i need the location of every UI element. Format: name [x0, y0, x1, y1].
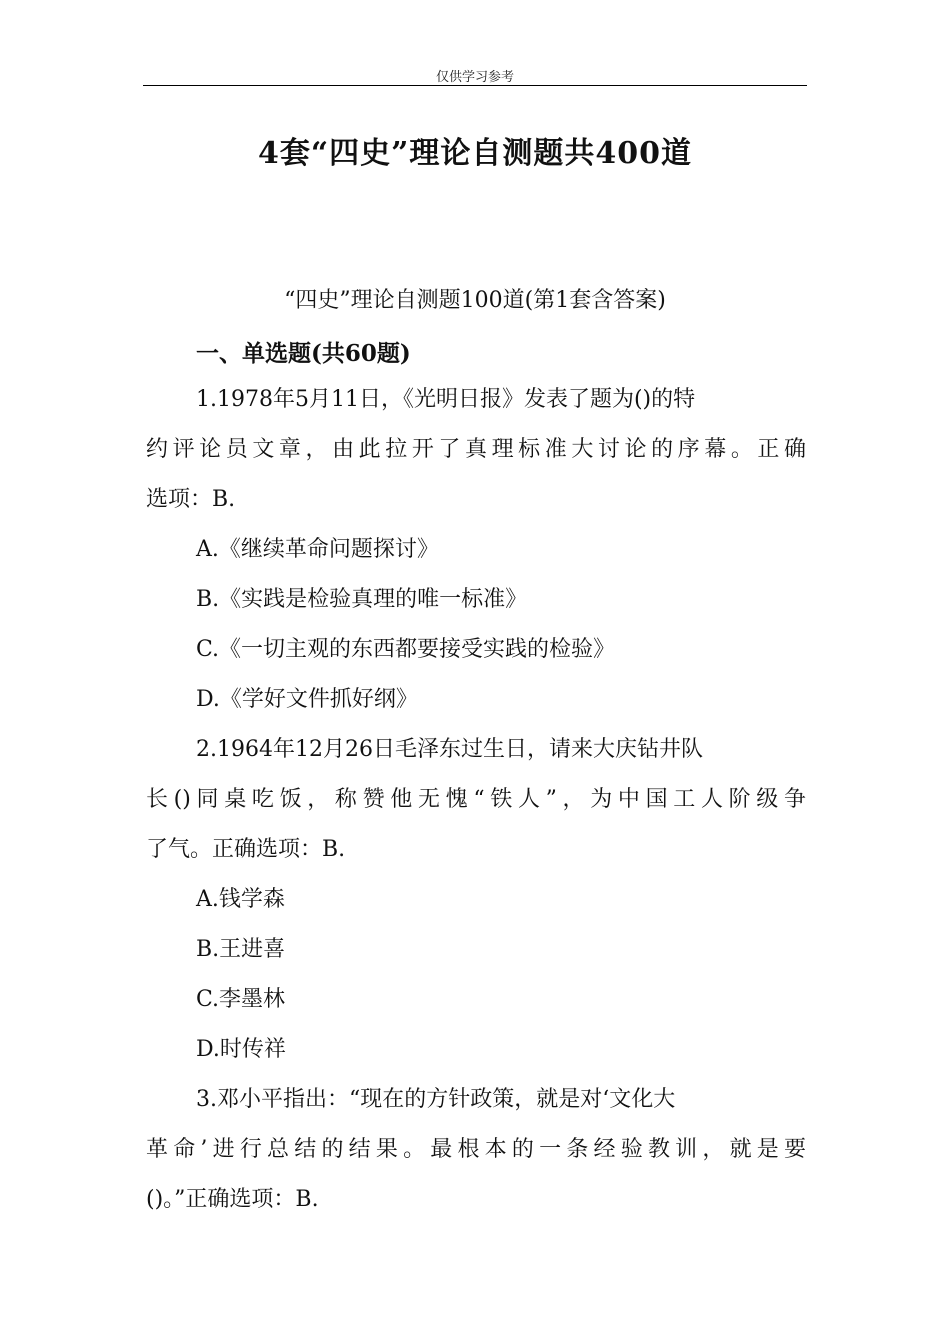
question-2-stem-line-1: 2.1964年12月26日毛泽东过生日，请来大庆钻井队: [196, 737, 703, 762]
question-1-stem-line-3: 选项：B.: [146, 487, 236, 512]
question-1-stem-line-1: 1.1978年5月11日，《光明日报》发表了题为()的特: [196, 387, 696, 412]
question-2-option-a: A.钱学森: [196, 887, 285, 912]
question-3-stem-line-2: 革命’进行总结的结果。最根本的一条经验教训，就是要: [146, 1137, 806, 1162]
question-1-stem-line-2: 约评论员文章，由此拉开了真理标准大讨论的序幕。正确: [146, 437, 806, 462]
header-divider: [143, 85, 807, 86]
question-2-stem-line-2: 长()同桌吃饭，称赞他无愧“铁人”，为中国工人阶级争: [146, 787, 806, 812]
question-1-option-c: C.《一切主观的东西都要接受实践的检验》: [196, 637, 616, 662]
question-2-option-d: D.时传祥: [196, 1037, 286, 1062]
document-subtitle: “四史”理论自测题100道(第1套含答案): [284, 288, 666, 313]
section-heading: 一、单选题(共60题): [196, 340, 411, 367]
page-header: 仅供学习参考: [435, 70, 514, 85]
question-1-option-a: A.《继续革命问题探讨》: [196, 537, 439, 562]
question-1-option-d: D.《学好文件抓好纲》: [196, 687, 418, 712]
question-1-option-b: B.《实践是检验真理的唯一标准》: [196, 587, 528, 612]
question-3-stem-line-1: 3.邓小平指出：“现在的方针政策，就是对‘文化大: [196, 1087, 676, 1112]
question-2-stem-line-3: 了气。正确选项：B.: [146, 837, 346, 862]
question-2-option-b: B.王进喜: [196, 937, 286, 962]
question-3-stem-line-3: ()。”正确选项：B.: [146, 1187, 319, 1212]
document-title: 4套“四史”理论自测题共400道: [257, 136, 692, 171]
question-2-option-c: C.李墨林: [196, 987, 286, 1012]
